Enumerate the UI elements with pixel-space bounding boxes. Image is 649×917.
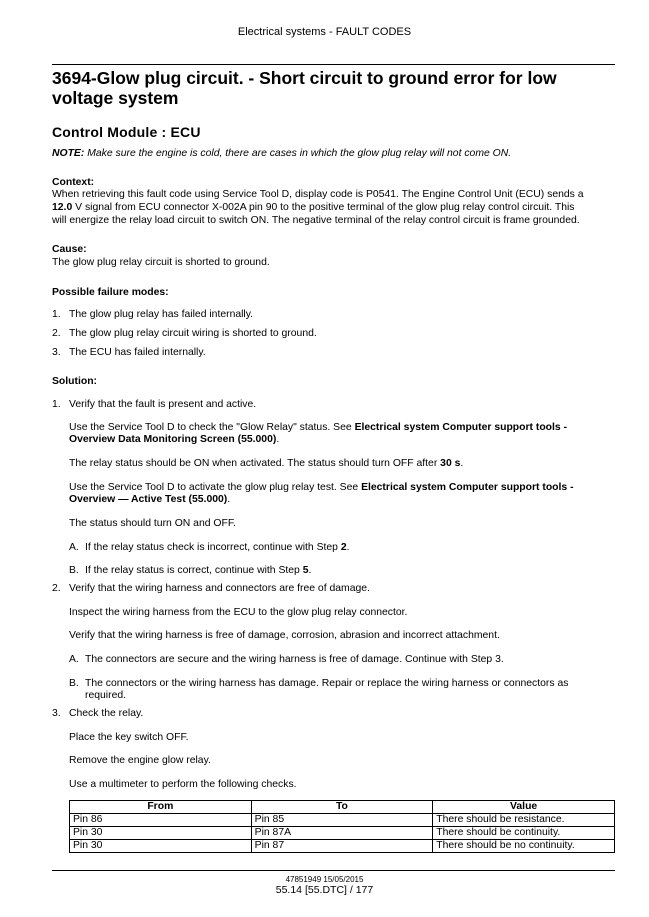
table-header-row — [70, 801, 615, 814]
option-label: A. — [69, 654, 79, 665]
failure-mode-item: The glow plug relay has failed internally. — [69, 309, 254, 320]
table-cell: There should be no continuity. — [433, 840, 615, 853]
step-3-para-2: Remove the engine glow relay. — [69, 755, 211, 766]
context-line-3: will energize the relay load circuit to switch ON. The negative terminal of the relay control circuit is frame grounded. — [52, 215, 580, 226]
table-cell: Pin 85 — [251, 814, 433, 827]
context-line-2 — [52, 202, 615, 214]
failure-mode-item: The glow plug relay circuit wiring is shorted to ground. — [69, 328, 317, 339]
table-cell: Pin 87A — [251, 827, 433, 840]
step-2-para-2: Verify that the wiring harness is free of damage, corrosion, abrasion and incorrect attachment. — [69, 630, 500, 641]
option-text: . — [308, 565, 312, 576]
step-number: 2. — [52, 583, 61, 594]
option-label: B. — [69, 678, 79, 689]
context-line-2-text: V signal from ECU connector X-002A pin 90 to the positive terminal of the glow plug relay control circuit. This — [72, 202, 575, 213]
title-rule — [52, 64, 615, 65]
step-1-para-3-cont — [69, 494, 615, 506]
column-header-value: Value — [433, 801, 615, 814]
note-text: Make sure the engine is cold, there are cases in which the glow plug relay will not come ON. — [84, 148, 512, 159]
step-3-para-3: Use a multimeter to perform the following checks. — [69, 779, 297, 790]
note — [52, 148, 615, 160]
failure-mode-number: 1. — [52, 309, 61, 320]
column-header-to: To — [251, 801, 433, 814]
table-cell: Pin 87 — [251, 840, 433, 853]
time-value: 30 s — [440, 458, 461, 469]
reference-link[interactable]: Electrical system Computer support tools - — [361, 482, 574, 493]
title-line-2: voltage system — [52, 88, 179, 108]
step-1-para-3 — [69, 482, 615, 494]
step-2-option-b-line-2: required. — [85, 690, 127, 701]
failure-mode-number: 3. — [52, 347, 61, 358]
para-text: . — [227, 494, 231, 505]
step-1-option-b — [85, 565, 615, 577]
step-number: 1. — [52, 399, 61, 410]
step-3-para-1: Place the key switch OFF. — [69, 732, 189, 743]
option-label: A. — [69, 542, 79, 553]
option-text: If the relay status is correct, continue with Step — [85, 565, 303, 576]
step-ref: 5 — [302, 565, 309, 576]
table-cell: Pin 30 — [70, 827, 252, 840]
solution-label: Solution: — [52, 376, 98, 387]
step-1-text: Verify that the fault is present and active. — [69, 399, 257, 410]
table-cell: There should be resistance. — [433, 814, 615, 827]
para-text: Use the Service Tool D to activate the glow plug relay test. See — [69, 482, 362, 493]
reference-link[interactable]: Electrical system Computer support tools - — [354, 422, 568, 433]
option-text: If the relay status check is incorrect, continue with Step — [85, 542, 341, 553]
option-label: B. — [69, 565, 79, 576]
context-label: Context: — [52, 177, 95, 188]
para-text: . — [276, 434, 280, 445]
reference-link[interactable]: Overview Data Monitoring Screen (55.000) — [69, 434, 277, 445]
note-label: NOTE: — [52, 148, 85, 159]
context-line-1: When retrieving this fault code using Service Tool D, display code is P0541. The Engine Control Unit (ECU) sends a — [52, 189, 584, 200]
failure-modes-label: Possible failure modes: — [52, 287, 169, 298]
footer-rule — [52, 870, 615, 871]
relay-check-table — [69, 800, 615, 853]
title-line-1: 3694-Glow plug circuit. - Short circuit to ground error for low — [52, 68, 557, 88]
table-row — [70, 814, 615, 827]
step-2-option-a: The connectors are secure and the wiring harness is free of damage. Continue with Step 3. — [85, 654, 504, 665]
column-header-from: From — [70, 801, 252, 814]
failure-mode-number: 2. — [52, 328, 61, 339]
step-1-option-a — [85, 542, 615, 554]
step-ref: 2 — [340, 542, 347, 553]
control-module-heading: Control Module : ECU — [52, 124, 201, 140]
step-2-option-b-line-1: The connectors or the wiring harness has damage. Repair or replace the wiring harness or connectors as — [85, 678, 569, 689]
step-number: 3. — [52, 708, 61, 719]
running-head: Electrical systems - FAULT CODES — [237, 26, 412, 38]
cause-text: The glow plug relay circuit is shorted to ground. — [52, 257, 270, 268]
page-title — [52, 68, 615, 108]
para-text: Use the Service Tool D to check the "Glow Relay" status. See — [69, 422, 355, 433]
table-cell: Pin 30 — [70, 840, 252, 853]
step-1-para-1 — [69, 422, 615, 434]
table-row — [70, 840, 615, 853]
table-row — [70, 827, 615, 840]
para-text: . — [460, 458, 464, 469]
step-1-para-4: The status should turn ON and OFF. — [69, 518, 236, 529]
step-1-para-1-cont — [69, 434, 615, 446]
para-text: The relay status should be ON when activated. The status should turn OFF after — [69, 458, 441, 469]
step-1-para-2 — [69, 458, 615, 470]
footer-page-ref: 55.14 [55.DTC] / 177 — [275, 884, 374, 896]
table-cell: There should be continuity. — [433, 827, 615, 840]
table-cell: Pin 86 — [70, 814, 252, 827]
reference-link[interactable]: Overview — Active Test (55.000) — [69, 494, 228, 505]
failure-mode-item: The ECU has failed internally. — [69, 347, 206, 358]
context-voltage: 12.0 — [52, 202, 73, 213]
cause-label: Cause: — [52, 244, 87, 255]
step-3-text: Check the relay. — [69, 708, 144, 719]
step-2-text: Verify that the wiring harness and connectors are free of damage. — [69, 583, 370, 594]
option-text: . — [346, 542, 350, 553]
step-2-para-1: Inspect the wiring harness from the ECU to the glow plug relay connector. — [69, 607, 408, 618]
footer-doc-ref: 47851949 15/05/2015 — [285, 875, 364, 884]
